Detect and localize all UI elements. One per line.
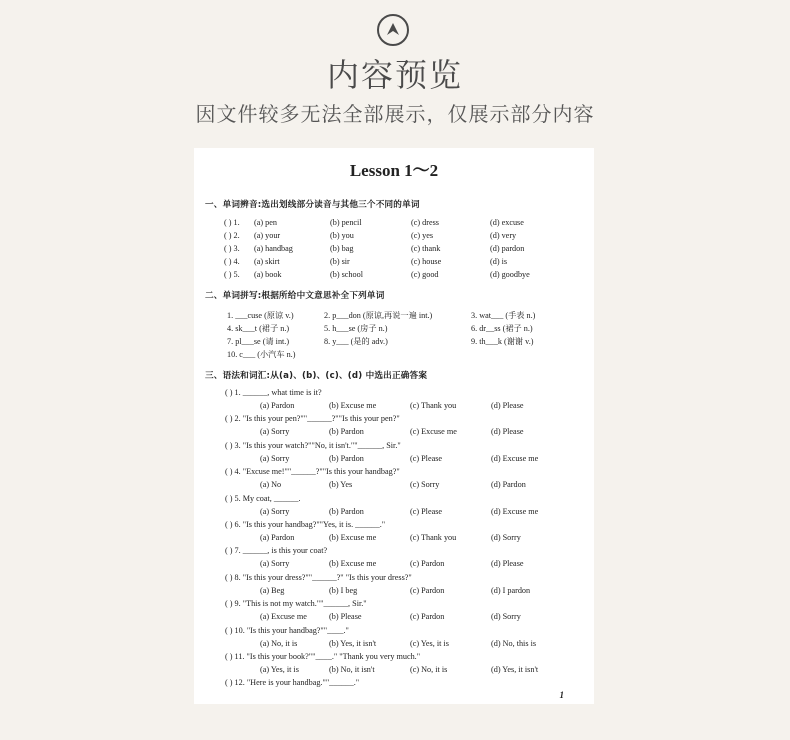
option-d: (d) Excuse me xyxy=(491,506,539,516)
option-c: (c) Please xyxy=(410,506,443,516)
option-b: (b) Pardon xyxy=(329,453,364,463)
spelling-item: 3. wat___ (手表 n.) xyxy=(471,311,536,320)
section2-heading: 二、单词拼写:根据所给中文意思补全下列单词 xyxy=(205,291,385,301)
option-d: (d) pardon xyxy=(490,244,525,253)
option-b: (b) school xyxy=(330,270,363,279)
option-c: (c) No, it is xyxy=(410,665,448,674)
option-a: (a) Yes, it is xyxy=(260,665,299,674)
section1-heading: 一、单词辨音:选出划线部分读音与其他三个不同的单词 xyxy=(205,200,420,210)
question-text: ( ) 10. "Is this your handbag?""____." xyxy=(225,625,349,635)
spelling-item: 4. sk___t (裙子 n.) xyxy=(227,324,290,333)
option-b: (b) Pardon xyxy=(329,427,364,437)
option-d: (d) very xyxy=(490,231,517,240)
page-title: 内容预览 xyxy=(326,56,463,94)
lesson-title: Lesson 1～2 xyxy=(349,161,439,180)
option-c: (c) Pardon xyxy=(410,585,445,595)
option-a: (a) Sorry xyxy=(260,427,290,437)
page-subtitle: 因文件较多无法全部展示，仅展示部分内容 xyxy=(195,102,595,126)
spelling-item: 7. pl___se (请 int.) xyxy=(227,337,290,346)
spelling-item: 10. c___ (小汽车 n.) xyxy=(227,350,296,359)
option-b: (b) Excuse me xyxy=(329,533,377,542)
option-b: (b) you xyxy=(330,231,354,240)
option-d: (d) No, this is xyxy=(491,638,537,648)
option-d: (d) is xyxy=(490,257,508,266)
option-a: (a) No, it is xyxy=(260,638,298,648)
spelling-item: 6. dr__ss (裙子 n.) xyxy=(471,324,533,333)
option-b: (b) I beg xyxy=(329,585,358,595)
option-b: (b) bag xyxy=(330,244,354,253)
option-b: (b) Yes xyxy=(329,480,353,490)
option-a: (a) Sorry xyxy=(260,506,290,516)
option-c: (c) Thank you xyxy=(410,533,457,542)
question-text: ( ) 9. "This is not my watch.""______, Sir." xyxy=(225,599,367,609)
option-a: (a) your xyxy=(254,231,281,240)
option-c: (c) Thank you xyxy=(410,401,457,410)
option-b: (b) sir xyxy=(330,257,350,266)
option-c: (c) Pardon xyxy=(410,612,445,622)
option-a: (a) Sorry xyxy=(260,559,290,569)
option-a: (a) Pardon xyxy=(260,533,295,542)
option-c: (c) Sorry xyxy=(410,480,440,490)
option-c: (c) good xyxy=(411,270,439,279)
option-a: (a) pen xyxy=(254,218,277,227)
option-b: (b) No, it isn't xyxy=(329,665,375,674)
option-a: (a) Excuse me xyxy=(260,612,307,622)
item-number: ( ) 4. xyxy=(224,257,240,266)
option-d: (d) Please xyxy=(491,427,524,437)
item-number: ( ) 2. xyxy=(224,231,240,240)
option-c: (c) Pardon xyxy=(410,559,445,569)
option-c: (c) thank xyxy=(411,244,441,253)
option-c: (c) Excuse me xyxy=(410,427,457,437)
option-c: (c) Yes, it is xyxy=(410,638,449,648)
item-number: ( ) 5. xyxy=(224,270,240,279)
option-d: (d) Excuse me xyxy=(491,453,539,463)
option-b: (b) Excuse me xyxy=(329,559,377,569)
chevron-up-circle-icon xyxy=(377,14,409,46)
option-d: (d) Sorry xyxy=(491,612,521,622)
item-number: ( ) 1. xyxy=(224,218,240,227)
option-b: (b) Pardon xyxy=(329,506,364,516)
question-text: ( ) 12. "Here is your handbag.""______." xyxy=(225,678,360,688)
question-text: ( ) 5. My coat, ______. xyxy=(225,493,301,503)
option-d: (d) Pardon xyxy=(491,480,526,490)
option-c: (c) yes xyxy=(411,231,434,240)
item-number: ( ) 3. xyxy=(224,244,240,253)
option-b: (b) Please xyxy=(329,612,362,622)
option-d: (d) I pardon xyxy=(491,585,531,595)
option-a: (a) Sorry xyxy=(260,453,290,463)
spelling-item: 5. h___se (房子 n.) xyxy=(324,324,388,333)
option-b: (b) Yes, it isn't xyxy=(329,638,377,648)
option-b: (b) pencil xyxy=(330,218,362,227)
option-d: (d) Please xyxy=(491,401,524,410)
spelling-item: 8. y___ (是的 adv.) xyxy=(324,337,388,346)
option-c: (c) house xyxy=(411,257,442,266)
option-a: (a) handbag xyxy=(254,244,293,253)
question-text: ( ) 2. "Is this your pen?""______?""Is this your pen?" xyxy=(225,414,400,424)
option-a: (a) skirt xyxy=(254,257,280,266)
spelling-item: 9. th___k (谢谢 v.) xyxy=(471,337,534,346)
question-text: ( ) 1. ______, what time is it? xyxy=(225,388,322,397)
option-d: (d) Sorry xyxy=(491,533,521,542)
option-a: (a) Pardon xyxy=(260,401,295,410)
worksheet-preview xyxy=(194,148,594,704)
option-d: (d) Please xyxy=(491,559,524,569)
spelling-item: 1. ___cuse (原谅 v.) xyxy=(227,311,294,320)
spelling-item: 2. p___don (原谅,再说一遍 int.) xyxy=(324,311,433,320)
section3-heading: 三、语法和词汇:从(a)、(b)、(c)、(d) 中选出正确答案 xyxy=(205,371,428,381)
question-text: ( ) 6. "Is this your handbag?""Yes, it is. ______." xyxy=(225,520,386,529)
page-number: 1 xyxy=(559,690,564,700)
option-a: (a) book xyxy=(254,270,282,279)
option-d: (d) excuse xyxy=(490,218,524,227)
option-a: (a) Beg xyxy=(260,585,285,595)
option-c: (c) Please xyxy=(410,453,443,463)
option-d: (d) goodbye xyxy=(490,270,530,279)
option-b: (b) Excuse me xyxy=(329,401,377,410)
question-text: ( ) 3. "Is this your watch?""No, it isn't.""______, Sir." xyxy=(225,440,401,450)
preview-header xyxy=(0,0,790,140)
option-c: (c) dress xyxy=(411,218,439,227)
option-a: (a) No xyxy=(260,480,282,490)
option-d: (d) Yes, it isn't xyxy=(491,665,539,674)
question-text: ( ) 8. "Is this your dress?""______?" "Is this your dress?" xyxy=(225,572,412,582)
question-text: ( ) 4. "Excuse me!""______?""Is this your handbag?" xyxy=(225,467,400,477)
question-text: ( ) 7. ______, is this your coat? xyxy=(225,546,328,556)
question-text: ( ) 11. "Is this your book?""____." "Thank you very much." xyxy=(225,652,421,661)
